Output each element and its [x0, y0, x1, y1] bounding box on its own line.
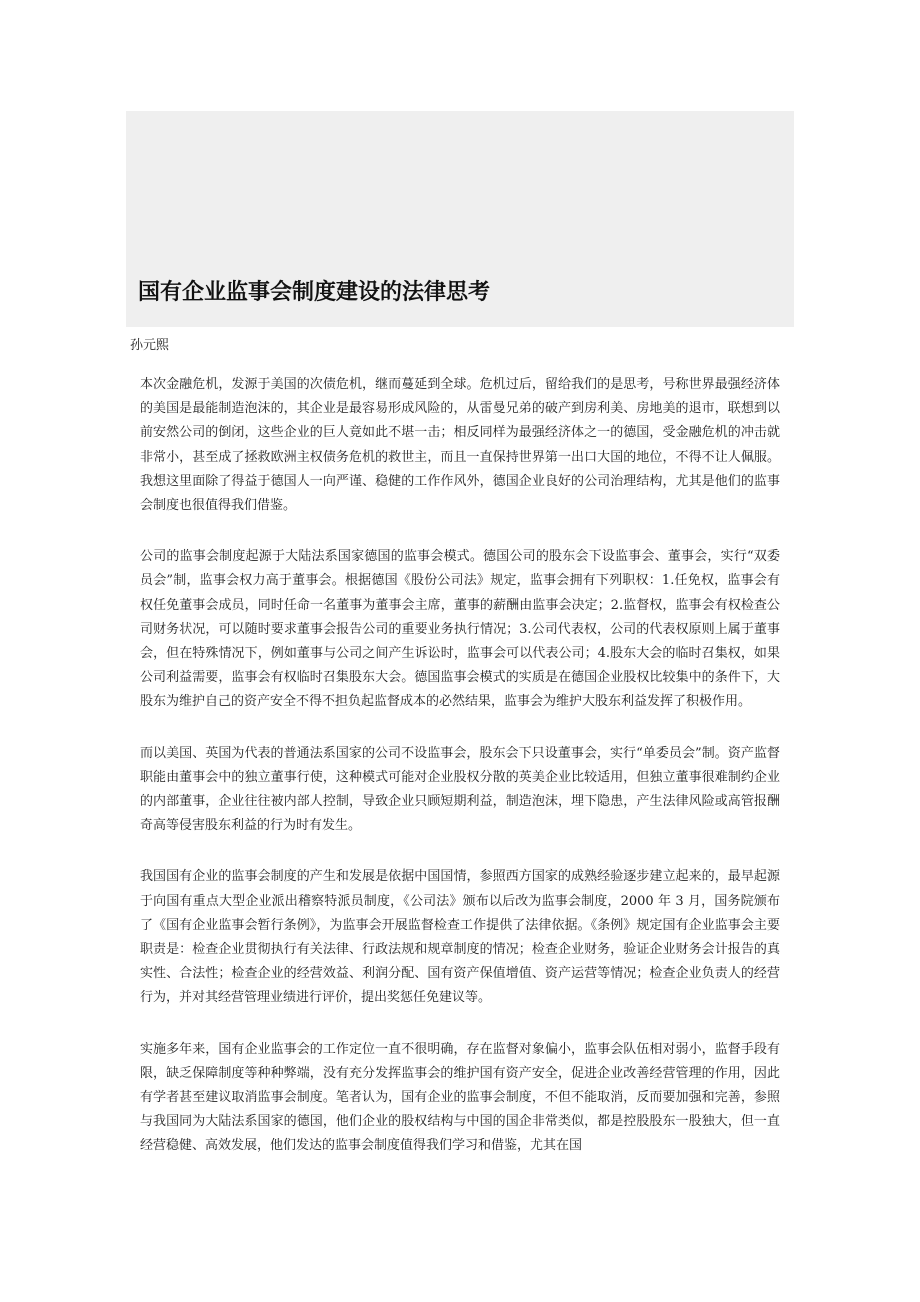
author-name: 孙元熙	[130, 338, 170, 353]
document-title: 国有企业监事会制度建设的法律思考	[138, 280, 491, 305]
paragraph: 实施多年来，国有企业监事会的工作定位一直不很明确，存在监督对象偏小，监事会队伍相对弱小，监督手段有限，缺乏保障制度等种种弊端，没有充分发挥监事会的维护国有资产安全，促进企业改善经营管理的作用，因此有学者甚至建议取消监事会制度。笔者认为，国有企业的监事会制度，不但不能取消，反而要加强和完善，参照与我国同为大陆法系国家的德国，他们企业的股权结构与中国的国企非常类似，都是控股股东一股独大，但一直经营稳健、高效发展，他们发达的监事会制度值得我们学习和借鉴，尤其在国	[140, 1041, 780, 1154]
paragraph: 公司的监事会制度起源于大陆法系国家德国的监事会模式。德国公司的股东会下设监事会、董事会，实行“双委员会”制，监事会权力高于董事会。根据德国《股份公司法》规定，监事会拥有下列职权：1.任免权，监事会有权任免董事会成员，同时任命一名董事为董事会主席，董事的薪酬由监事会决定；2.监督权，监事会有权检查公司财务状况，可以随时要求董事会报告公司的重要业务执行情况；3.公司代表权，公司的代表权原则上属于董事会，但在特殊情况下，例如董事与公司之间产生诉讼时，监事会可以代表公司；4.股东大会的临时召集权，如果公司利益需要，监事会有权临时召集股东大会。德国监事会模式的实质是在德国企业股权比较集中的条件下，大股东为维护自己的资产安全不得不担负起监督成本的必然结果，监事会为维护大股东利益发挥了积极作用。	[140, 549, 780, 710]
paragraph: 而以美国、英国为代表的普通法系国家的公司不设监事会，股东会下只设董事会，实行“单委员会”制。资产监督职能由董事会中的独立董事行使，这种模式可能对企业股权分散的英美企业比较适用，但独立董事很难制约企业的内部董事，企业往往被内部人控制，导致企业只顾短期利益，制造泡沫，埋下隐患，产生法律风险或高管报酬奇高等侵害股东利益的行为时有发生。	[140, 745, 780, 834]
paragraph: 我国国有企业的监事会制度的产生和发展是依据中国国情，参照西方国家的成熟经验逐步建立起来的，最早起源于向国有重点大型企业派出稽察特派员制度，《公司法》颁布以后改为监事会制度，2000 年 3 月，国务院颁布了《国有企业监事会暂行条例》，为监事会开展监督检查工作提供了法律依据。《条例》规定国有企业监事会主要职责是：检查企业贯彻执行有关法律、行政法规和规章制度的情况；检查企业财务，验证企业财务会计报告的真实性、合法性；检查企业的经营效益、利润分配、国有资产保值增值、资产运营等情况；检查企业负责人的经营行为，并对其经营管理业绩进行评价，提出奖惩任免建议等。	[140, 869, 780, 1006]
article-body	[140, 373, 780, 1159]
paragraph: 本次金融危机，发源于美国的次债危机，继而蔓延到全球。危机过后，留给我们的是思考，号称世界最强经济体的美国是最能制造泡沫的，其企业是最容易形成风险的，从雷曼兄弟的破产到房利美、房地美的退市，联想到以前安然公司的倒闭，这些企业的巨人竟如此不堪一击；相反同样为最强经济体之一的德国，受金融危机的冲击就非常小，甚至成了拯救欧洲主权债务危机的救世主，而且一直保持世界第一出口大国的地位，不得不让人佩服。我想这里面除了得益于德国人一向严谨、稳健的工作作风外，德国企业良好的公司治理结构，尤其是他们的监事会制度也很值得我们借鉴。	[140, 377, 780, 514]
